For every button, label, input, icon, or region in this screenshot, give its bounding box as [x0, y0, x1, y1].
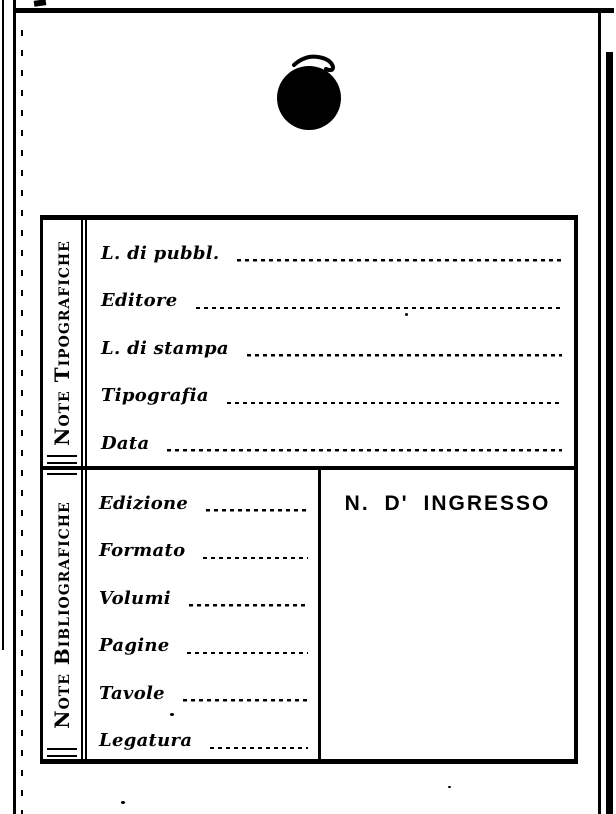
scan-left-dashed-line	[21, 30, 23, 814]
fill-line	[167, 449, 562, 452]
field-row-pagine	[99, 617, 308, 665]
field-row-editore	[101, 272, 562, 320]
field-label: Edizione	[99, 492, 189, 514]
section-title-note-tipografiche: Note Tipografiche	[50, 240, 74, 446]
field-label: Data	[101, 432, 150, 454]
scan-speck	[448, 786, 451, 788]
field-row-legatura	[99, 712, 308, 760]
double-rule	[47, 455, 77, 464]
section-note-tipografiche	[43, 220, 574, 470]
scan-top-corner-mark	[34, 0, 47, 7]
section-title-note-bibliografiche: Note Bibliografiche	[50, 500, 74, 729]
section-note-bibliografiche	[43, 470, 574, 759]
fields-tipografiche	[87, 220, 574, 466]
catalog-card-table	[40, 215, 578, 764]
scan-left-edge-line	[13, 0, 16, 814]
field-label: Pagine	[99, 635, 170, 656]
thin-rule	[47, 473, 77, 475]
field-label: L. di stampa	[101, 337, 229, 359]
ingresso-cell	[318, 470, 574, 759]
fill-line	[189, 604, 308, 607]
fill-line	[206, 509, 308, 512]
fill-line	[247, 354, 562, 357]
field-row-l-di-stampa	[101, 319, 562, 367]
field-label: L. di pubbl.	[101, 242, 220, 264]
field-row-tavole	[99, 664, 308, 712]
ingresso-title: N. D' INGRESSO	[344, 492, 551, 515]
scan-right-outer-band	[606, 52, 613, 814]
field-label: Legatura	[99, 730, 193, 751]
field-row-l-di-pubbl	[101, 224, 562, 272]
fill-line	[196, 306, 563, 309]
scan-speck	[121, 801, 125, 804]
field-row-formato	[99, 522, 308, 570]
field-label: Volumi	[99, 587, 171, 609]
fill-line	[187, 651, 308, 654]
scan-top-border	[16, 8, 614, 13]
fill-line	[210, 746, 308, 749]
fields-bibliografiche	[87, 470, 318, 759]
fill-line	[227, 401, 562, 404]
fill-line	[183, 699, 308, 702]
field-label: Formato	[99, 540, 186, 561]
field-row-volumi	[99, 569, 308, 617]
field-label: Tipografia	[101, 385, 209, 406]
double-rule	[47, 748, 77, 757]
scan-left-outer-line	[2, 0, 4, 650]
field-row-tipografia	[101, 367, 562, 415]
side-label-cell-tipografiche	[43, 220, 87, 466]
fill-line	[237, 259, 562, 262]
field-label: Tavole	[99, 682, 165, 704]
field-label: Editore	[101, 290, 178, 311]
fill-line	[203, 556, 308, 559]
side-label-cell-bibliografiche	[43, 470, 87, 759]
punch-hole-circle	[277, 66, 341, 130]
field-row-data	[101, 414, 562, 462]
field-row-edizione	[99, 474, 308, 522]
punch-hole	[268, 48, 358, 148]
scan-right-inner-line	[598, 12, 601, 814]
